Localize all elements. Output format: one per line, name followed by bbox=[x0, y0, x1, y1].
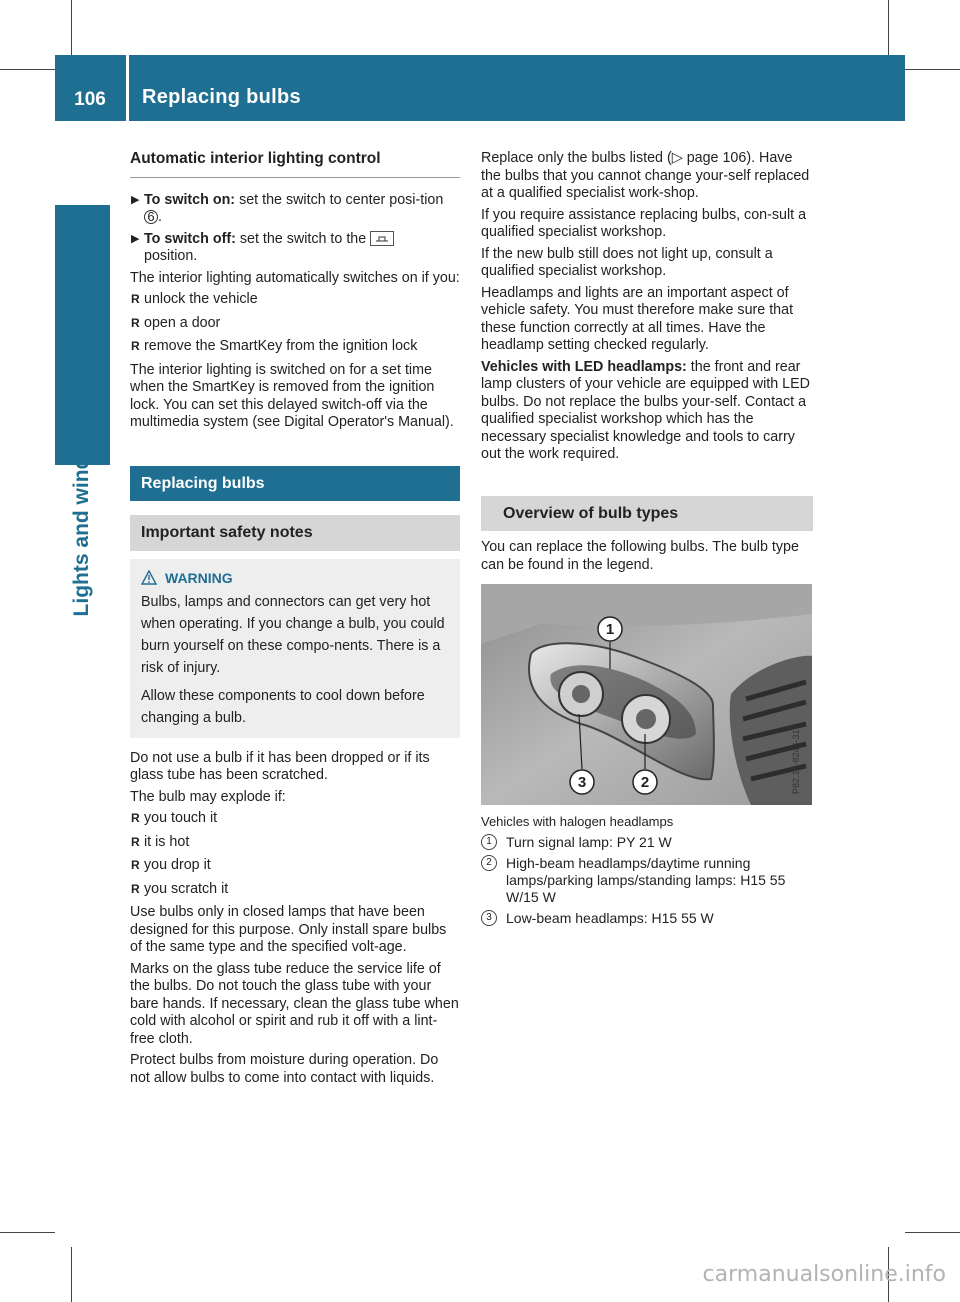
crop-mark bbox=[71, 0, 72, 55]
led-paragraph bbox=[481, 359, 813, 464]
left-column bbox=[130, 150, 460, 1091]
switch-off-label: To switch off: bbox=[144, 230, 236, 247]
crop-mark bbox=[0, 1232, 55, 1233]
switch-on-step: ▶ To switch on: set the switch to center posi-tion 6 . bbox=[131, 191, 444, 225]
switch-off-step bbox=[130, 231, 460, 266]
moisture-paragraph: Protect bulbs from moisture during operation. Do not allow bulbs to come into contact with liquids. bbox=[130, 1052, 439, 1086]
list-item bbox=[130, 315, 460, 333]
legend-item bbox=[481, 910, 813, 927]
warning-title: WARNING bbox=[165, 569, 233, 586]
warning-text: Bulbs, lamps and connectors can get very hot when operating. If you change a bulb, you could burn yourself on these compo-nents. There is a risk of injury. bbox=[141, 593, 445, 676]
list-item-text: remove the SmartKey from the ignition lock bbox=[144, 338, 418, 354]
list-item-text: open a door bbox=[144, 314, 221, 331]
crop-mark bbox=[71, 1247, 72, 1302]
led-text: the front and rear lamp clusters of your vehicle are equipped with LED bulbs. Do not replace the bulbs your-self. Contact a qualified specialist workshop which has the necessary specialist knowledge and tools to carry out the work required. bbox=[481, 358, 810, 462]
marks-paragraph: Marks on the glass tube reduce the service life of the bulbs. Do not touch the glass tube with your bare hands. If necessary, clean the glass tube when cold with alcohol or spirit and rub it off with a lint-free cloth. bbox=[130, 960, 459, 1047]
bullet-icon: R bbox=[131, 315, 140, 330]
chapter-label: Lights and windshield wipers bbox=[70, 323, 93, 617]
page-title: Replacing bulbs bbox=[142, 86, 301, 108]
legend-number: 1 bbox=[481, 834, 497, 850]
list-item-text: you drop it bbox=[144, 857, 211, 873]
page-number: 106 bbox=[74, 89, 106, 110]
warning-heading bbox=[141, 567, 449, 589]
bullet-icon: R bbox=[131, 811, 140, 825]
legend-number: 3 bbox=[481, 910, 497, 926]
interior-light-off-icon bbox=[370, 231, 394, 246]
position-symbol: 6 bbox=[144, 210, 158, 224]
legend-item bbox=[481, 855, 813, 906]
callout-2: 2 bbox=[640, 774, 650, 791]
switch-on-text: set the switch to center posi-tion bbox=[239, 191, 444, 208]
bullet-icon: R bbox=[131, 292, 140, 306]
photo-legend bbox=[481, 813, 813, 927]
list-item bbox=[130, 810, 460, 828]
headlamp-photo bbox=[481, 584, 812, 805]
crop-mark bbox=[905, 1232, 960, 1233]
list-item bbox=[130, 291, 460, 309]
photo-caption: Vehicles with halogen headlamps bbox=[481, 814, 674, 829]
arrow-icon: ▶ bbox=[131, 193, 140, 206]
list-item-text: you scratch it bbox=[144, 880, 229, 897]
right-column bbox=[481, 150, 813, 931]
crop-mark bbox=[888, 0, 889, 55]
explode-intro: The bulb may explode if: bbox=[130, 788, 286, 805]
bullet-icon: R bbox=[131, 339, 140, 353]
headlamps-safety-paragraph: Headlamps and lights are an important aspect of vehicle safety. You must therefore make sure that these function correctly at all times. Have the headlamp setting checked regularly. bbox=[481, 284, 794, 353]
watermark: carmanualsonline.info bbox=[702, 1262, 946, 1287]
bullet-icon: R bbox=[131, 858, 140, 872]
warning-triangle-icon bbox=[141, 570, 157, 585]
banner-safety-notes: Important safety notes bbox=[130, 515, 460, 551]
new-bulb-paragraph: If the new bulb still does not light up, consult a qualified specialist workshop. bbox=[481, 245, 773, 279]
list-item bbox=[130, 881, 460, 899]
callout-1: 1 bbox=[605, 621, 615, 638]
list-item-text: unlock the vehicle bbox=[144, 291, 258, 307]
led-label: Vehicles with LED headlamps: bbox=[481, 358, 687, 375]
list-item bbox=[130, 338, 460, 356]
warning-box bbox=[130, 559, 460, 738]
section-title-interior-lighting: Automatic interior lighting control bbox=[130, 150, 460, 178]
overview-paragraph: You can replace the following bulbs. The bulb type can be found in the legend. bbox=[481, 539, 799, 573]
legend-number: 2 bbox=[481, 855, 497, 871]
warning-text: Allow these components to cool down before changing a bulb. bbox=[141, 687, 425, 726]
use-bulbs-paragraph: Use bulbs only in closed lamps that have been designed for this purpose. Only install spare bulbs of the same type and the specified volt-age. bbox=[130, 904, 447, 955]
replace-only-paragraph bbox=[481, 150, 813, 203]
switch-off-text: set the switch to the bbox=[239, 230, 367, 247]
assistance-paragraph: If you require assistance replacing bulbs, con-sult a qualified specialist workshop. bbox=[481, 206, 807, 240]
list-item-text: it is hot bbox=[144, 833, 190, 850]
replace-only-text[interactable]: Replace only the bulbs listed (▷ page 106). Have the bulbs that you cannot change your-self replaced at a qualified specialist work-shop. bbox=[481, 150, 810, 201]
list-item bbox=[130, 834, 460, 852]
photo-code: P82.10-8246-31 bbox=[791, 729, 801, 794]
legend-text: Turn signal lamp: PY 21 W bbox=[506, 834, 672, 850]
header-divider bbox=[126, 55, 129, 121]
list-item-text: you touch it bbox=[144, 810, 218, 826]
legend-text: Low-beam headlamps: H15 55 W bbox=[506, 910, 714, 926]
legend-text: High-beam headlamps/daytime running lamps/parking lamps/standing lamps: H15 55 W/15 W bbox=[506, 855, 786, 905]
bullet-icon: R bbox=[131, 834, 140, 849]
callout-3: 3 bbox=[577, 774, 587, 791]
banner-replacing-bulbs: Replacing bulbs bbox=[130, 466, 460, 502]
dropped-paragraph: Do not use a bulb if it has been dropped or if its glass tube has been scratched. bbox=[130, 749, 430, 783]
list-item bbox=[130, 857, 460, 875]
bullet-icon: R bbox=[131, 881, 140, 896]
auto-intro: The interior lighting automatically switches on if you: bbox=[130, 269, 460, 286]
arrow-icon: ▶ bbox=[131, 232, 140, 245]
crop-mark bbox=[905, 69, 960, 70]
switch-on-label: To switch on: bbox=[144, 191, 236, 208]
legend-item bbox=[481, 834, 813, 851]
switch-off-text-2: position. bbox=[144, 248, 198, 264]
crop-mark bbox=[0, 69, 55, 70]
banner-overview: Overview of bulb types bbox=[481, 496, 813, 532]
delay-paragraph: The interior lighting is switched on for a set time when the SmartKey is removed from the ignition lock. You can set this delayed switch-off via the multimedia system (see Digital Operator's Manual). bbox=[130, 361, 454, 430]
